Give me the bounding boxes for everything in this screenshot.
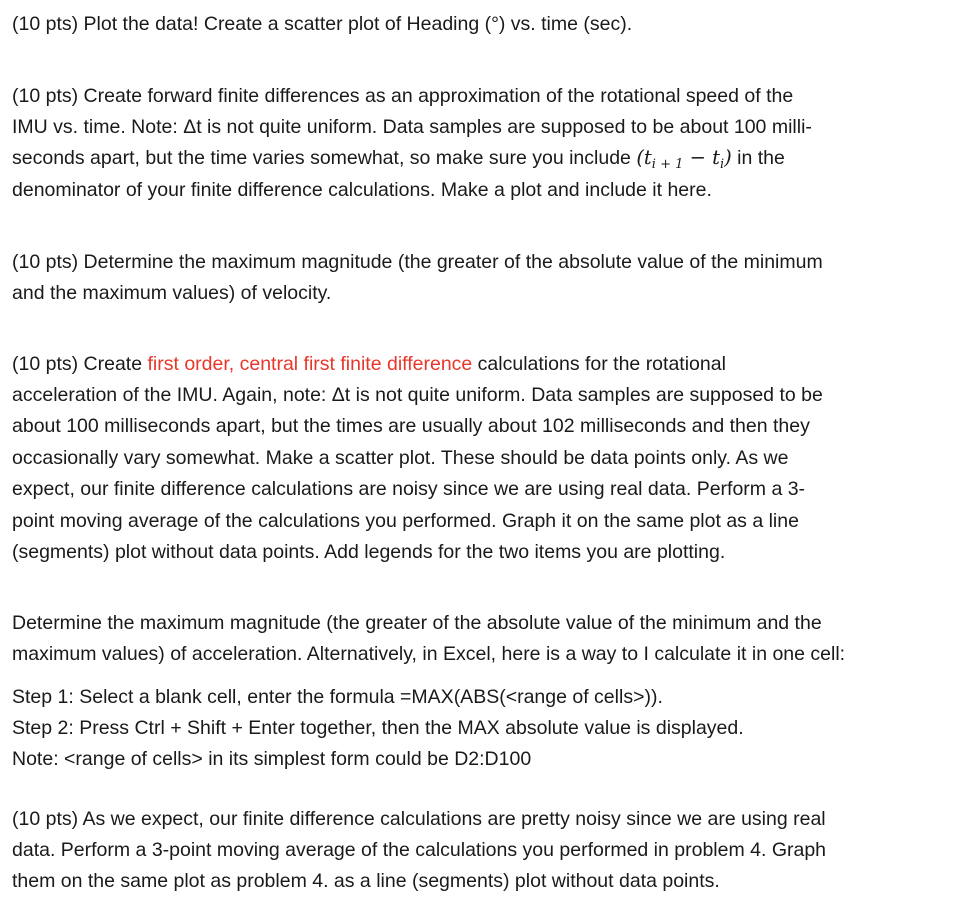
excel-note: Note: <range of cells> in its simplest form could be D2:D100 bbox=[12, 748, 532, 770]
formula-close: ) bbox=[724, 146, 732, 169]
problem-3-line-2: and the maximum values) of velocity. bbox=[12, 282, 332, 304]
formula-open: (t bbox=[636, 146, 652, 169]
problem-4-line-5: expect, our finite difference calculations are noisy since we are using real data. Perform a 3- bbox=[12, 478, 806, 500]
problem-5-line-2: maximum values) of acceleration. Alternatively, in Excel, here is a way to I calculate it in one cell: bbox=[12, 643, 846, 665]
problem-2-line-3 bbox=[12, 146, 785, 177]
problem-4-line-1-tail: calculations for the rotational bbox=[472, 353, 726, 375]
highlighted-phrase: first order, central first finite difference bbox=[147, 353, 473, 375]
excel-step-2: Step 2: Press Ctrl + Shift + Enter together, then the MAX absolute value is displayed. bbox=[12, 717, 744, 739]
problem-2-line-3-text: seconds apart, but the time varies somewhat, so make sure you include bbox=[12, 147, 637, 169]
excel-step-1: Step 1: Select a blank cell, enter the formula =MAX(ABS(<range of cells>)). bbox=[12, 686, 663, 708]
problem-3-line-1: (10 pts) Determine the maximum magnitude (the greater of the absolute value of the minimum bbox=[12, 251, 823, 273]
problem-6-line-1: (10 pts) As we expect, our finite difference calculations are pretty noisy since we are using real bbox=[12, 808, 826, 830]
problem-2-line-3-tail: in the bbox=[731, 147, 785, 169]
problem-2-line-1: (10 pts) Create forward finite differences as an approximation of the rotational speed of the bbox=[12, 85, 794, 107]
problem-4-line-6: point moving average of the calculations you performed. Graph it on the same plot as a line bbox=[12, 510, 799, 532]
problem-1-text: (10 pts) Plot the data! Create a scatter plot of Heading (°) vs. time (sec). bbox=[12, 13, 633, 35]
formula-subscript-i: i bbox=[719, 157, 725, 172]
problem-4-line-1-text: (10 pts) Create bbox=[12, 353, 148, 375]
problem-4-line-1 bbox=[12, 352, 726, 376]
problem-4-line-3: about 100 milliseconds apart, but the times are usually about 102 milliseconds and then they bbox=[12, 415, 810, 437]
problem-4-line-7: (segments) plot without data points. Add legends for the two items you are plotting. bbox=[12, 541, 726, 563]
problem-6-line-3: them on the same plot as problem 4. as a line (segments) plot without data points. bbox=[12, 870, 720, 892]
problem-6-line-2: data. Perform a 3-point moving average of the calculations you performed in problem 4. Graph bbox=[12, 839, 827, 861]
formula-minus: − t bbox=[683, 146, 720, 169]
problem-2-line-4: denominator of your finite difference calculations. Make a plot and include it here. bbox=[12, 179, 712, 201]
problem-4-line-2: acceleration of the IMU. Again, note: Δt is not quite uniform. Data samples are supposed to be bbox=[12, 384, 823, 406]
problem-2-line-2: IMU vs. time. Note: Δt is not quite uniform. Data samples are supposed to be about 100 milli- bbox=[12, 116, 812, 138]
time-difference-formula bbox=[636, 146, 732, 172]
formula-subscript-i-plus-1: i + 1 bbox=[651, 157, 684, 172]
problem-5-line-1: Determine the maximum magnitude (the greater of the absolute value of the minimum and the bbox=[12, 612, 822, 634]
problem-4-line-4: occasionally vary somewhat. Make a scatter plot. These should be data points only. As we bbox=[12, 447, 789, 469]
